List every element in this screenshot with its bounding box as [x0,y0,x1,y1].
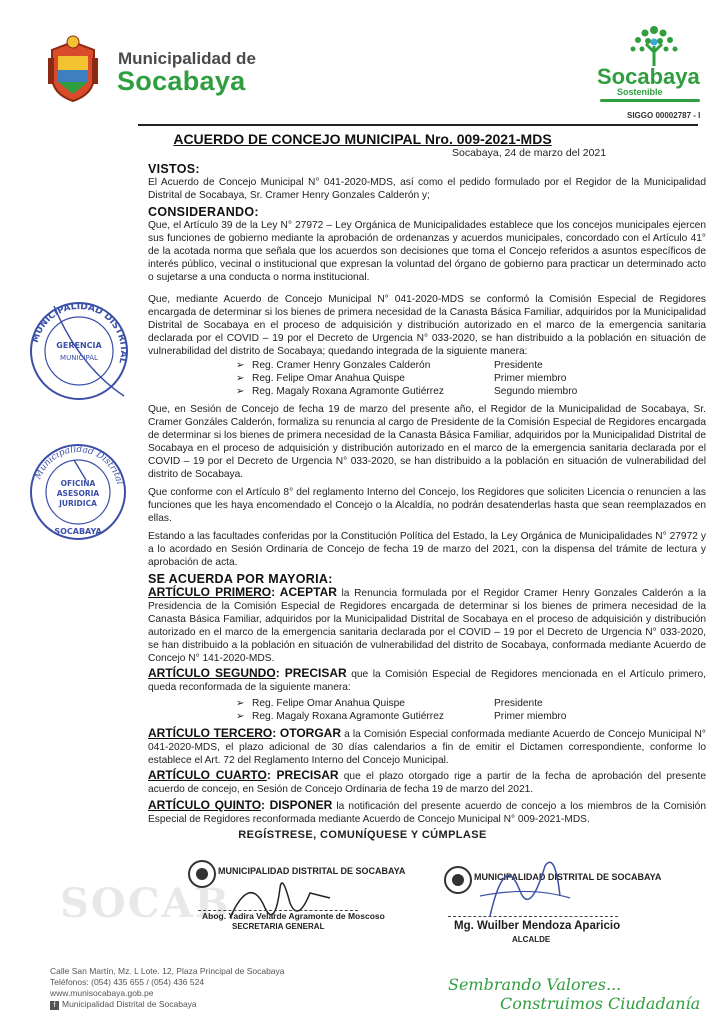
considerando-paragraph-3: Que, en Sesión de Concejo de fecha 19 de marzo del presente año, el Regidor de la Municipalidad de Socabaya, Sr. Cramer Gonzáles Calderón, formaliza su renuncia al cargo de Presidente de la Comisión Especial de Regidores encargada de determinar si los bienes de primera necesidad de la Canasta Básica Familiar, adquiridos por la Municipalidad Distrital de Socabaya en el proceso de adquisición y distribución autorizado en el marco de la emergencia sanitaria declarada por el COVID – 19 por el Decreto de Urgencia N° 033-2020, se han distribuido a la población en situación de vulnerabilidad del distrito de Socabaya. [148,404,706,480]
stamp-ring-text: MUNICIPALIDAD DISTRITAL [30,301,129,365]
article-3 [148,727,706,767]
footer-address: Calle San Martín, Mz. L Lote. 12, Plaza Principal de Socabaya [50,966,285,976]
member-role: Primer miembro [494,711,567,722]
member-role: Presidente [494,360,543,371]
considerando-paragraph-5: Estando a las facultades conferidas por la Constitución Política del Estado, la Ley Orgánica de Municipalidades N° 27972 y a lo acordado en Sesión Ordinaria de Concejo de fecha 19 de marzo del 2021, con la dispensa del trámite de lectura y aprobación de acta. [148,531,706,568]
brand-underline [600,99,700,102]
article-4 [148,769,706,796]
article-5-verb: : DISPONER [261,798,333,812]
stamp-center-text: JURIDICA [59,499,97,508]
article-4-verb: : PRECISAR [266,768,339,782]
stamp-center-text: MUNICIPAL [60,354,98,362]
article-1-verb: : ACEPTAR [271,585,337,599]
article-5 [148,799,706,826]
acuerda-heading: SE ACUERDA POR MAYORIA: [148,572,333,586]
municipality-name: Socabaya [117,66,246,96]
article-3-label: ARTÍCULO TERCERO [148,726,273,740]
article-5-label: ARTÍCULO QUINTO [148,798,262,812]
signature-line [448,916,618,917]
right-signatory-name: Mg. Wuilber Mendoza Aparicio [454,920,621,932]
article-1-label: ARTÍCULO PRIMERO [148,585,272,599]
stamp-center-text: ASESORIA [56,489,100,498]
document-title: ACUERDO DE CONCEJO MUNICIPAL Nro. 009-2021-MDS [173,131,552,147]
considerando-paragraph-1: Que, el Artículo 39 de la Ley N° 27972 – Ley Orgánica de Municipalidades establece que los concejos municipales ejercen sus funciones de gobierno mediante la aprobación de ordenanzas y acuerdos municipales, concordado con el Artículo 41° de la acotada norma que señala que los acuerdos son decisiones que toma el Concejo referidos a asuntos específicos de interés público, vecinal o institucional que expresan la voluntad del órgano de gobierno para practicar un determinado acto o sujetarse a una conducta o norma institucional. [148,220,706,283]
document-date: Socabaya, 24 de marzo del 2021 [452,147,607,159]
municipal-seal-icon [186,858,218,890]
right-signature-header: MUNICIPALIDAD DISTRITAL DE SOCABAYA [474,872,662,882]
brand-subtitle: Sostenible [617,87,663,97]
left-signatory-role: SECRETARIA GENERAL [232,922,325,931]
left-signature-header: MUNICIPALIDAD DISTRITAL DE SOCABAYA [218,866,406,876]
sostenible-tree-icon [618,22,690,70]
header-divider [138,124,698,126]
member-role: Presidente [494,698,543,709]
closing-formula: REGÍSTRESE, COMUNÍQUESE Y CÚMPLASE [238,829,487,841]
list-item: ➢ Reg. Felipe Omar Anahua Quispe [236,698,405,709]
brand-name: Socabaya [597,64,700,89]
list-item: ➢ Reg. Magaly Roxana Agramonte Gutiérrez [236,386,444,397]
vistos-text: El Acuerdo de Concejo Municipal N° 041-2020-MDS, así como el pedido formulado por el Regidor de la Municipalidad Distrital de Socabaya, Sr. Cramer Henry Gonzales Calderón y; [148,177,706,201]
article-1 [148,586,706,665]
list-item: ➢ Reg. Felipe Omar Anahua Quispe [236,373,405,384]
siggo-code: SIGGO 00002787 - I [627,111,701,120]
gerencia-stamp [24,296,134,406]
background-watermark: SOCAB [60,880,231,927]
vistos-section [148,163,706,202]
article-4-label: ARTÍCULO CUARTO [148,768,267,782]
considerando-section [148,206,706,284]
facebook-icon: f [50,1001,59,1010]
footer-contact [50,966,285,1010]
article-2-label: ARTÍCULO SEGUNDO [148,666,276,680]
article-3-verb: : OTORGAR [272,726,341,740]
article-2-verb: : PRECISAR [275,666,347,680]
article-4-text: que el plazo otorgado rige a partir de la fecha de aprobación del presente acuerdo de concejo, en Sesión de Concejo Ordinaria de fecha 19 de marzo del 2021. [148,771,707,795]
list-item: ➢ Reg. Magaly Roxana Agramonte Gutiérrez [236,711,444,722]
article-5-text: la notificación del presente acuerdo de concejo a los miembros de la Comisión Especial de Regidores reconformada mediante Acuerdo de Concejo Municipal N° 009-2021-MDS. [148,801,707,825]
considerando-paragraph-4: Que conforme con el Artículo 8° del reglamento Interno del Concejo, los Regidores que soliciten Licencia o renuncien a las funciones que les haya encomendado el Concejo o la Alcaldía, no podrán desatenderlas hasta que sean reemplazados en ellas. [148,487,706,524]
stamp-center-text: OFICINA [60,479,96,488]
list-item: ➢ Reg. Cramer Henry Gonzales Calderón [236,360,431,371]
footer-phones: Teléfonos: (054) 435 655 / (054) 436 524 [50,977,205,987]
member-role: Primer miembro [494,373,567,384]
article-1-text: la Renuncia formulada por el Regidor Cramer Henry Gonzales Calderón a la Presidencia de la Comisión Especial de Regidores encargada de determinar si los bienes de primera necesidad de la Canasta Básica Familiar, adquiridos por la Municipalidad Distrital de Socabaya en el proceso de adquisición y distribución autorizado en el marco de la emergencia sanitaria declarada por el COVID – 19 por el Decreto de Urgencia N° 033-2020, se han distribuido a la población en situación de vulnerabilidad del distrito de Socabaya, conformada mediante Acuerdo de Concejo N° 141-2020-MDS. [148,588,706,664]
member-role: Segundo miembro [494,386,578,397]
considerando-heading: CONSIDERANDO: [148,205,259,219]
slogan-line-1: Sembrando Valores... [448,975,622,994]
slogan-line-2: Construimos Ciudadanía [500,994,701,1013]
stamp-ring-text: Municipalidad Distrital [33,444,125,486]
asesoria-juridica-stamp [26,440,131,545]
stamp-center-text: GERENCIA [56,341,102,350]
acuerda-section [148,573,706,665]
municipal-shield-logo [44,34,102,104]
handwritten-signature-right [470,846,580,926]
stamp-bottom-text: SOCABAYA [54,527,102,536]
article-2 [148,667,706,694]
footer-web: www.munisocabaya.gob.pe [50,988,154,998]
article-2-text: que la Comisión Especial de Regidores mencionada en el Artículo primero, queda reconformada de la siguiente manera: [148,669,707,693]
municipality-label: Municipalidad de [118,49,256,68]
footer-facebook: f Municipalidad Distrital de Socabaya [50,999,285,1010]
vistos-heading: VISTOS: [148,162,200,176]
considerando-paragraph-2: Que, mediante Acuerdo de Concejo Municipal N° 041-2020-MDS se conformó la Comisión Especial de Regidores encargada de determinar si los bienes de primera necesidad de la Canasta Básica Familiar, adquiridos por la Municipalidad Distrital de Socabaya en el proceso de adquisición y distribución autorizado en el marco de la emergencia sanitaria declarada por el COVID – 19 por el Decreto de Urgencia N° 033-2020, se han distribuido a la población en situación de vulnerabilidad del distrito de Socabaya; quedando integrada de la siguiente manera: [148,294,706,357]
article-3-text: a la Comisión Especial conformada mediante Acuerdo de Concejo Municipal N° 041-2020-MDS, el plazo adicional de 30 días calendarios a fin de emitir el Dictamen correspondiente, conforme lo establece el Art. 72 del Reglamento Interno del Concejo Municipal. [148,729,706,766]
right-signatory-role: ALCALDE [512,935,551,944]
left-signatory-name: Abog. Yadira Velarde Agramonte de Moscoso [202,911,385,921]
